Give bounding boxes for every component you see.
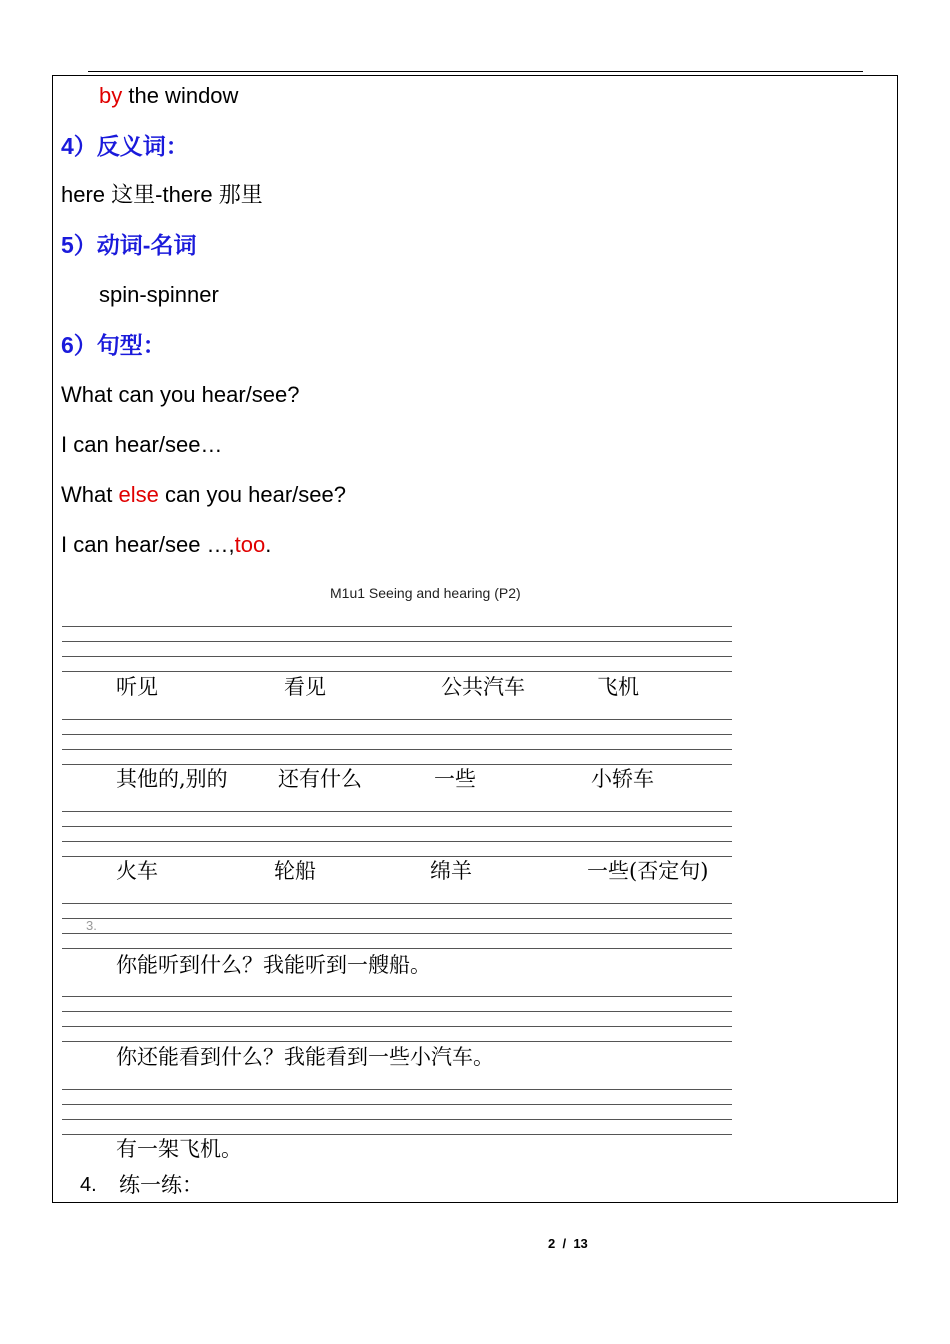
worksheet-title: M1u1 Seeing and hearing (P2) (330, 585, 521, 601)
antonyms-text: here 这里-there 那里 (61, 182, 263, 207)
phrase-rest: the window (122, 83, 239, 108)
vocab-word: 飞机 (597, 675, 639, 699)
total-pages: 13 (573, 1236, 588, 1251)
sentence-1: What can you hear/see? (61, 382, 300, 407)
keyword-else: else (118, 482, 159, 507)
vocab-word: 看见 (284, 675, 326, 699)
item-number-4: 4. (80, 1174, 97, 1196)
vocab-word: 一些 (434, 767, 476, 791)
translate-sentence-3: 有一架飞机。 (116, 1137, 242, 1161)
vocab-word: 绵羊 (430, 859, 472, 883)
vocab-word: 其他的,别的 (116, 767, 228, 791)
phrase-by-the-window (99, 83, 238, 109)
vocab-word: 一些(否定句) (587, 859, 709, 883)
page-separator: / (562, 1236, 567, 1251)
verb-noun-text: spin-spinner (99, 282, 219, 307)
sentence-3 (61, 482, 346, 508)
vocab-word: 还有什么 (278, 767, 362, 791)
sentence-4-part-a: I can hear/see …, (61, 532, 235, 557)
vocab-word: 听见 (116, 675, 158, 699)
header-rule (88, 71, 863, 72)
heading-antonyms: 4）反义词： (61, 133, 189, 159)
vocab-word: 公共汽车 (441, 675, 525, 699)
heading-verb-noun: 5）动词-名词 (61, 232, 197, 258)
current-page: 2 (548, 1236, 556, 1251)
sentence-2: I can hear/see… (61, 432, 223, 457)
page-number (548, 1236, 588, 1251)
translate-sentence-1: 你能听到什么？我能听到一艘船。 (116, 953, 431, 977)
vocab-word: 火车 (116, 859, 158, 883)
sentence-3-part-b: can you hear/see? (158, 482, 346, 507)
sentence-4-part-b: . (265, 532, 272, 557)
sentence-3-part-a: What (61, 482, 119, 507)
item-number-3: 3. (86, 918, 97, 933)
translate-sentence-2: 你还能看到什么？我能看到一些小汽车。 (116, 1045, 494, 1069)
sentence-4 (61, 532, 271, 558)
vocab-word: 小轿车 (591, 767, 654, 791)
keyword-too: too (234, 532, 266, 557)
vocab-word: 轮船 (274, 859, 316, 883)
practice-label: 练一练： (119, 1173, 203, 1197)
keyword-by: by (99, 83, 123, 108)
heading-sentence-patterns: 6）句型： (61, 332, 166, 358)
